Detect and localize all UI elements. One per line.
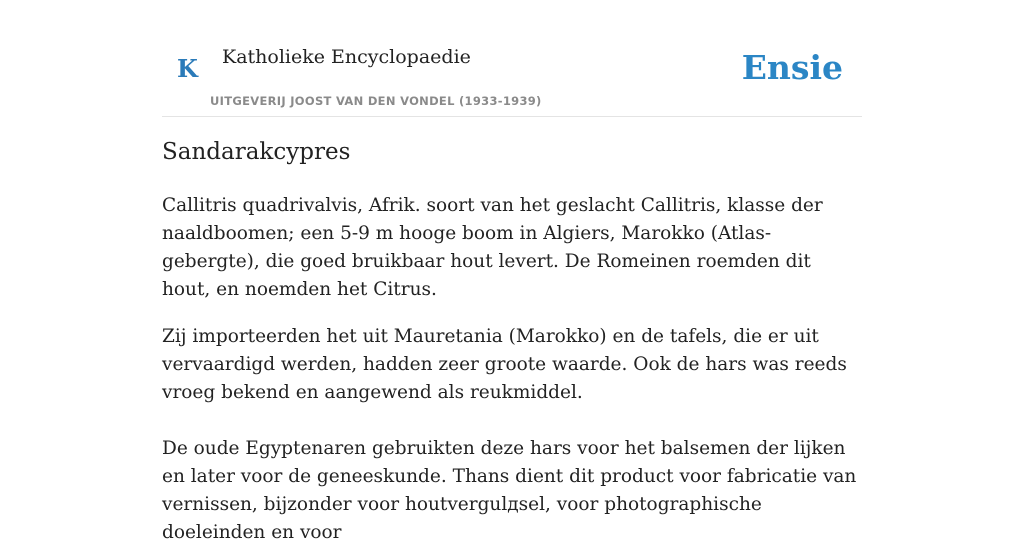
article-title: Sandarakcypres [162,139,351,165]
brand-logo[interactable]: Ensie [741,48,843,87]
article-paragraph-3: De oude Egyptenaren gebruikten deze hars voor het balsemen der lijken en later voor de geneeskunde. Thans dient dit product voor fabricatie van vernissen, bijzonder voor houtvergulдsel, voor photographische doeleinden en voor [162,438,857,543]
site-header [162,0,862,117]
article-paragraph-2: Zij importeerden het uit Mauretania (Marokko) en de tafels, die er uit vervaardigd werden, hadden zeer groote waarde. Ook de hars was reeds vroeg bekend en aangewend als reukmiddel. [162,326,847,403]
page [162,0,862,543]
article-paragraph-1: Callitris quadrivalvis, Afrik. soort van het geslacht Callitris, klasse der naaldboomen; een 5-9 m hooge boom in Algiers, Marokko (Atlas-gebergte), die goed bruikbaar hout levert. De Romeinen roemden dit hout, en noemden het Citrus. [162,195,823,300]
site-title[interactable]: Katholieke Encyclopaedie [222,46,471,68]
logo-icon[interactable]: K [177,54,198,83]
publisher-subtitle: UITGEVERIJ JOOST VAN DEN VONDEL (1933-1939) [210,94,542,108]
